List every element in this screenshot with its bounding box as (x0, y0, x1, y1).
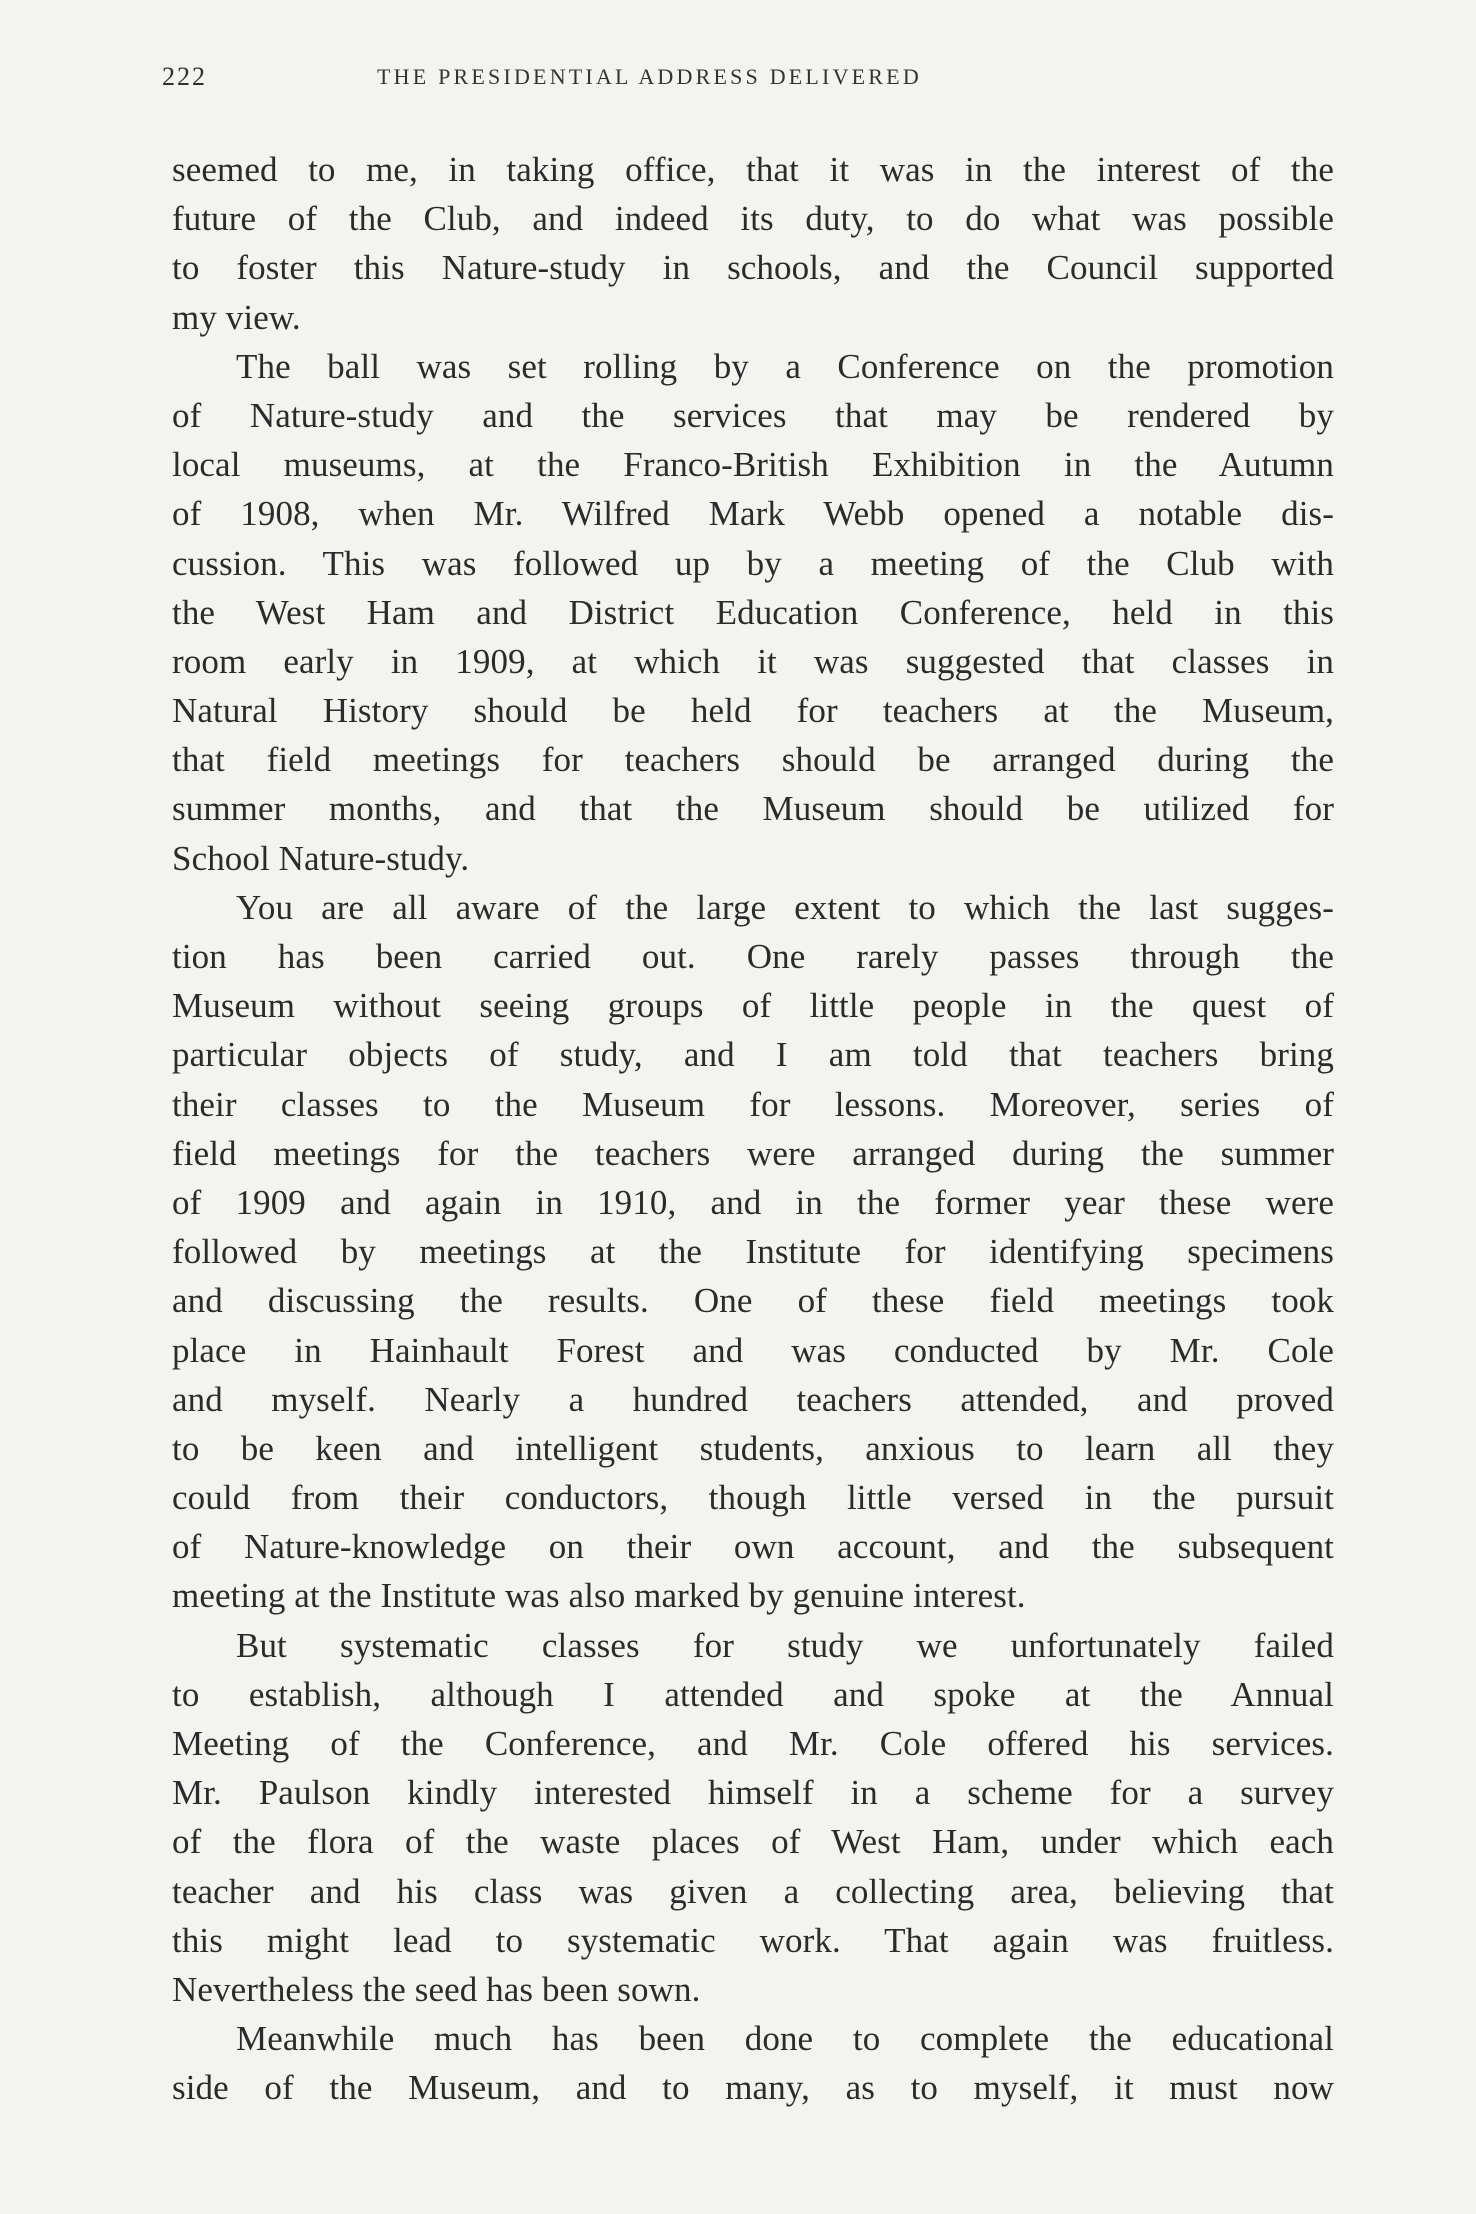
text-line: Museum without seeing groups of little people in the quest of (172, 986, 1334, 1026)
text-line: that field meetings for teachers should be arranged during the (172, 740, 1334, 780)
text-line: But systematic classes for study we unfortunately failed (236, 1625, 1334, 1665)
text-line: to establish, although I attended and spoke at the Annual (172, 1674, 1334, 1714)
text-line: could from their conductors, though little versed in the pursuit (172, 1478, 1334, 1518)
text-line: Nevertheless the seed has been sown. (172, 1969, 701, 2009)
text-line: of 1908, when Mr. Wilfred Mark Webb opened a notable dis- (172, 494, 1334, 534)
text-line: and discussing the results. One of these field meetings took (172, 1281, 1334, 1321)
text-line: field meetings for the teachers were arranged during the summer (172, 1133, 1334, 1173)
text-line: summer months, and that the Museum should be utilized for (172, 789, 1334, 829)
text-line: particular objects of study, and I am told that teachers bring (172, 1035, 1334, 1075)
text-line: Meanwhile much has been done to complete the educational (236, 2019, 1334, 2059)
text-line: place in Hainhault Forest and was conducted by Mr. Cole (172, 1330, 1334, 1370)
text-line: tion has been carried out. One rarely passes through the (172, 937, 1334, 976)
text-line: of 1909 and again in 1910, and in the former year these were (172, 1182, 1334, 1222)
text-line: cussion. This was followed up by a meeting of the Club with (172, 543, 1334, 583)
text-line: future of the Club, and indeed its duty, to do what was possible (172, 199, 1334, 239)
text-line: my view. (172, 297, 301, 337)
text-line: teacher and his class was given a collecting area, believing that (172, 1871, 1334, 1911)
text-line: and myself. Nearly a hundred teachers attended, and proved (172, 1379, 1334, 1419)
body-text (172, 145, 1334, 2113)
text-line: Meeting of the Conference, and Mr. Cole offered his services. (172, 1724, 1334, 1763)
running-head: THE PRESIDENTIAL ADDRESS DELIVERED (377, 64, 922, 89)
text-line: The ball was set rolling by a Conference on the promotion (236, 346, 1334, 386)
text-line: of Nature-knowledge on their own account, and the subsequent (172, 1527, 1334, 1567)
text-line: side of the Museum, and to many, as to myself, it must now (172, 2068, 1334, 2108)
text-line: their classes to the Museum for lessons. Moreover, series of (172, 1084, 1334, 1124)
text-line: seemed to me, in taking office, that it was in the interest of the (172, 150, 1334, 189)
text-line: local museums, at the Franco-British Exhibition in the Autumn (172, 445, 1334, 485)
text-line: followed by meetings at the Institute for identifying specimens (172, 1232, 1334, 1272)
text-line: of the flora of the waste places of West Ham, under which each (172, 1822, 1334, 1862)
page-number: 222 (162, 62, 207, 91)
page-header (162, 62, 1336, 102)
text-line: to be keen and intelligent students, anxious to learn all they (172, 1428, 1334, 1468)
text-line: You are all aware of the large extent to which the last sugges- (236, 887, 1334, 927)
text-line: room early in 1909, at which it was suggested that classes in (172, 641, 1334, 681)
text-line: School Nature-study. (172, 838, 470, 878)
text-line: to foster this Nature-study in schools, and the Council supported (172, 248, 1334, 288)
text-line: of Nature-study and the services that may be rendered by (172, 395, 1334, 435)
text-line: Natural History should be held for teachers at the Museum, (172, 691, 1334, 731)
text-line: meeting at the Institute was also marked by genuine interest. (172, 1576, 1026, 1616)
text-line: this might lead to systematic work. That again was fruitless. (172, 1920, 1334, 1960)
text-line: Mr. Paulson kindly interested himself in a scheme for a survey (172, 1773, 1334, 1813)
text-line: the West Ham and District Education Conference, held in this (172, 592, 1334, 632)
